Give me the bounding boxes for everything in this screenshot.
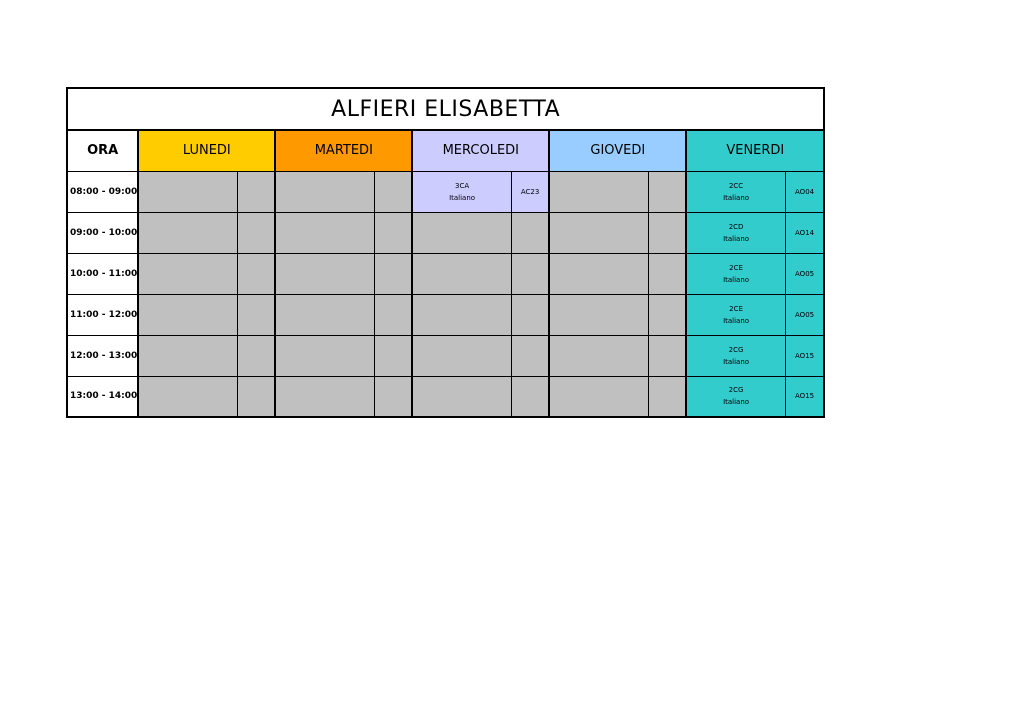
empty-room-slot [511,294,549,335]
empty-room-slot [237,253,275,294]
ora-header: ORA [67,130,138,171]
lesson-subject: Italiano [723,398,750,407]
lesson-subject: Italiano [449,193,476,202]
lesson-class: 2CE [729,263,743,272]
lesson-class: 3CA [454,181,470,190]
room-cell: AO04 [785,171,824,212]
lesson-class: 2CD [728,222,744,231]
lesson-cell [686,294,785,335]
empty-slot [275,171,374,212]
room-cell: AO15 [785,376,824,417]
room-cell: AO05 [785,253,824,294]
empty-slot [549,376,648,417]
empty-room-slot [648,253,686,294]
lesson-subject: Italiano [723,234,750,243]
empty-room-slot [374,212,412,253]
empty-slot [138,212,237,253]
empty-room-slot [374,376,412,417]
empty-room-slot [237,335,275,376]
empty-room-slot [648,376,686,417]
empty-slot [138,171,237,212]
day-header-mercoledi: MERCOLEDI [412,130,549,171]
table-row [67,294,824,335]
lesson-subject: Italiano [723,357,750,366]
empty-room-slot [237,294,275,335]
day-header-martedi: MARTEDI [275,130,412,171]
table-row [67,335,824,376]
empty-room-slot [511,376,549,417]
empty-slot [138,294,237,335]
empty-room-slot [648,171,686,212]
empty-room-slot [511,335,549,376]
empty-slot [275,376,374,417]
table-row [67,376,824,417]
time-slot-label: 09:00 - 10:00 [67,212,138,253]
empty-slot [412,335,511,376]
empty-slot [549,294,648,335]
lesson-cell [686,253,785,294]
table-row [67,253,824,294]
empty-slot [549,335,648,376]
empty-room-slot [511,253,549,294]
empty-slot [412,294,511,335]
lesson-cell [686,376,785,417]
empty-room-slot [374,294,412,335]
empty-room-slot [511,212,549,253]
room-cell: AO15 [785,335,824,376]
empty-slot [138,253,237,294]
time-slot-label: 10:00 - 11:00 [67,253,138,294]
lesson-cell [686,171,785,212]
day-header-venerdi: VENERDI [686,130,824,171]
room-cell: AO14 [785,212,824,253]
lesson-class: 2CG [728,345,744,354]
empty-slot [275,253,374,294]
empty-room-slot [648,294,686,335]
time-slot-label: 13:00 - 14:00 [67,376,138,417]
empty-room-slot [374,335,412,376]
room-cell: AC23 [511,171,549,212]
lesson-class: 2CE [729,304,743,313]
day-header-lunedi: LUNEDI [138,130,275,171]
empty-slot [412,253,511,294]
empty-room-slot [237,376,275,417]
lesson-class: 2CG [728,386,744,395]
empty-room-slot [237,212,275,253]
lesson-cell [412,171,511,212]
empty-slot [138,335,237,376]
lesson-subject: Italiano [723,275,750,284]
table-row [67,171,824,212]
lesson-subject: Italiano [723,316,750,325]
empty-room-slot [374,171,412,212]
empty-slot [138,376,237,417]
empty-slot [275,294,374,335]
empty-slot [412,212,511,253]
empty-room-slot [648,212,686,253]
timetable [66,87,825,418]
day-header-giovedi: GIOVEDI [549,130,686,171]
time-slot-label: 08:00 - 09:00 [67,171,138,212]
empty-slot [275,335,374,376]
timetable-body [67,171,824,417]
empty-slot [412,376,511,417]
lesson-cell [686,212,785,253]
empty-slot [549,212,648,253]
lesson-subject: Italiano [723,193,750,202]
empty-room-slot [374,253,412,294]
lesson-class: 2CC [728,181,744,190]
empty-slot [549,253,648,294]
empty-slot [275,212,374,253]
empty-room-slot [648,335,686,376]
time-slot-label: 12:00 - 13:00 [67,335,138,376]
table-row [67,212,824,253]
time-slot-label: 11:00 - 12:00 [67,294,138,335]
lesson-cell [686,335,785,376]
page-title: ALFIERI ELISABETTA [67,88,824,130]
room-cell: AO05 [785,294,824,335]
empty-room-slot [237,171,275,212]
empty-slot [549,171,648,212]
day-header-row [67,130,824,171]
